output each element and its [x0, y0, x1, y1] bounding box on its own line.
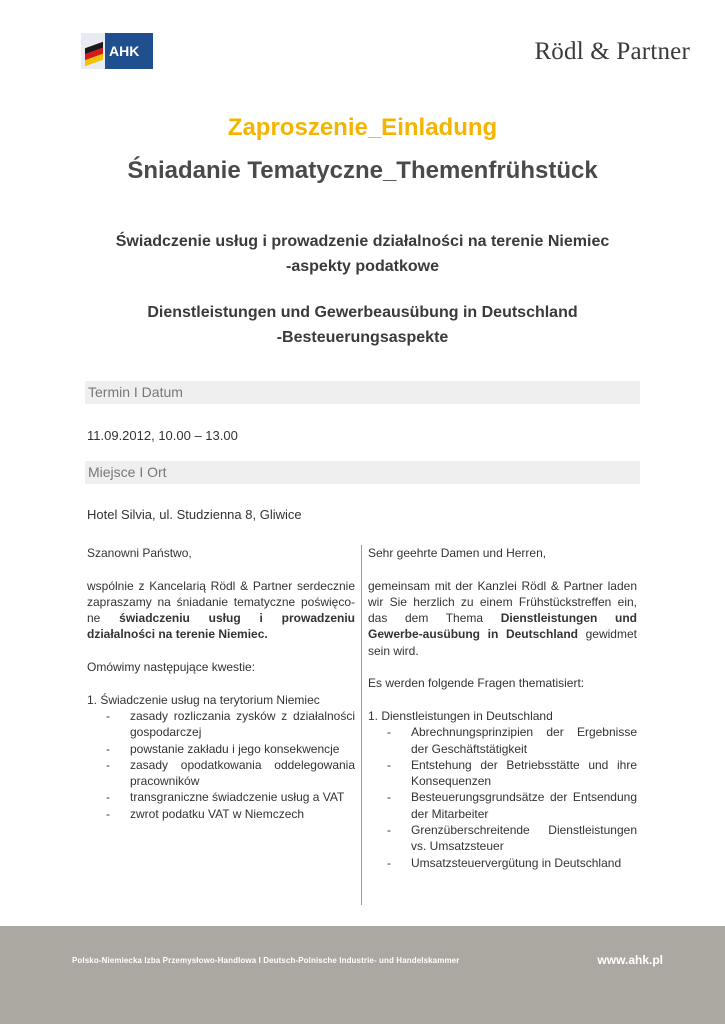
subject-polish-line2: -aspekty podatkowe	[286, 258, 439, 275]
polish-column	[87, 545, 355, 822]
greeting-german: Sehr geehrte Damen und Herren,	[368, 546, 547, 560]
footer-website-link[interactable]: www.ahk.pl	[597, 953, 663, 967]
ahk-logo	[81, 33, 153, 69]
topic-list-polish	[87, 708, 355, 822]
column-divider	[361, 545, 362, 905]
list-item: - Umsatzsteuervergütung in Deutschland	[368, 855, 637, 871]
date-section-header: Termin I Datum	[85, 381, 640, 404]
list-item: - Abrechnungsprinzipien der Ergebnisse der Geschäftstätigkeit	[368, 724, 637, 757]
greeting-polish: Szanowni Państwo,	[87, 546, 192, 560]
footer-chamber-name: Polsko-Niemiecka Izba Przemysłowo-Handlowa I Deutsch-Polnische Industrie- und Handelskammer	[72, 956, 460, 965]
event-place: Hotel Silvia, ul. Studzienna 8, Gliwice	[87, 507, 302, 522]
subject-german	[0, 300, 725, 350]
list-item: - Grenzüberschreitende Dienstleistungen vs. Umsatzsteuer	[368, 822, 637, 855]
footer	[0, 926, 725, 1024]
intro-german-bold: Dienstleistungen und Gewerbe-ausübung in Deutschland	[368, 611, 637, 642]
list-item: - Entstehung der Betriebsstätte und ihre Konsequenzen	[368, 757, 637, 790]
topics-intro-german: Es werden folgende Fragen thematisiert:	[368, 676, 585, 691]
subject-polish-line1: Świadczenie usług i prowadzenie działalności na terenie Niemiec	[115, 233, 610, 250]
list-item: - zwrot podatku VAT w Niemczech	[87, 806, 355, 822]
list-item: - transgraniczne świadczenie usług a VAT	[87, 789, 355, 805]
german-column	[368, 545, 637, 871]
intro-polish-bold: świadczeniu usług i prowadzeniu działalności na terenie Niemiec.	[87, 611, 355, 642]
list-item: - powstanie zakładu i jego konsekwencje	[87, 741, 355, 757]
subject-german-line2: -Besteuerungsaspekte	[276, 329, 449, 346]
intro-german	[368, 578, 637, 659]
intro-polish	[87, 578, 355, 643]
ahk-logo-text: AHK	[109, 43, 140, 59]
intro-german-end: gewidmet sein wird.	[368, 627, 637, 658]
list-item: - zasady rozliczania zysków z działalności gospodarczej	[87, 708, 355, 741]
subject-german-line1: Dienstleistungen und Gewerbeausübung in Deutschland	[147, 304, 578, 321]
list-item: - zasady opodatkowania oddelegowania pracowników	[87, 757, 355, 790]
rodl-partner-logo: Rödl & Partner	[534, 38, 690, 65]
german-flag-icon	[81, 33, 105, 69]
list-item: - Besteuerungsgrundsätze der Entsendung der Mitarbeiter	[368, 789, 637, 822]
event-date: 11.09.2012, 10.00 – 13.00	[87, 428, 238, 443]
topics-intro-polish: Omówimy następujące kwestie:	[87, 660, 256, 675]
intro-german-text: gemeinsam mit der Kanzlei Rödl & Partner laden wir Sie herzlich zu einem Frühstückstreffen ein, das dem Thema	[368, 578, 637, 626]
topic-heading-polish: 1. Świadczenie usług na terytorium Niemiec	[87, 692, 320, 707]
event-title: Śniadanie Tematyczne_Themenfrühstück	[127, 157, 598, 184]
topic-list-german	[368, 724, 637, 871]
place-section-header: Miejsce I Ort	[85, 461, 640, 484]
intro-polish-text: wspólnie z Kancelarią Rödl & Partner serdecznie zapraszamy na śniadanie tematyczne poświęco-ne	[87, 578, 355, 626]
subject-polish	[0, 229, 725, 279]
topic-heading-german: 1. Dienstleistungen in Deutschland	[368, 708, 553, 723]
invitation-title: Zaproszenie_Einladung	[227, 114, 498, 141]
